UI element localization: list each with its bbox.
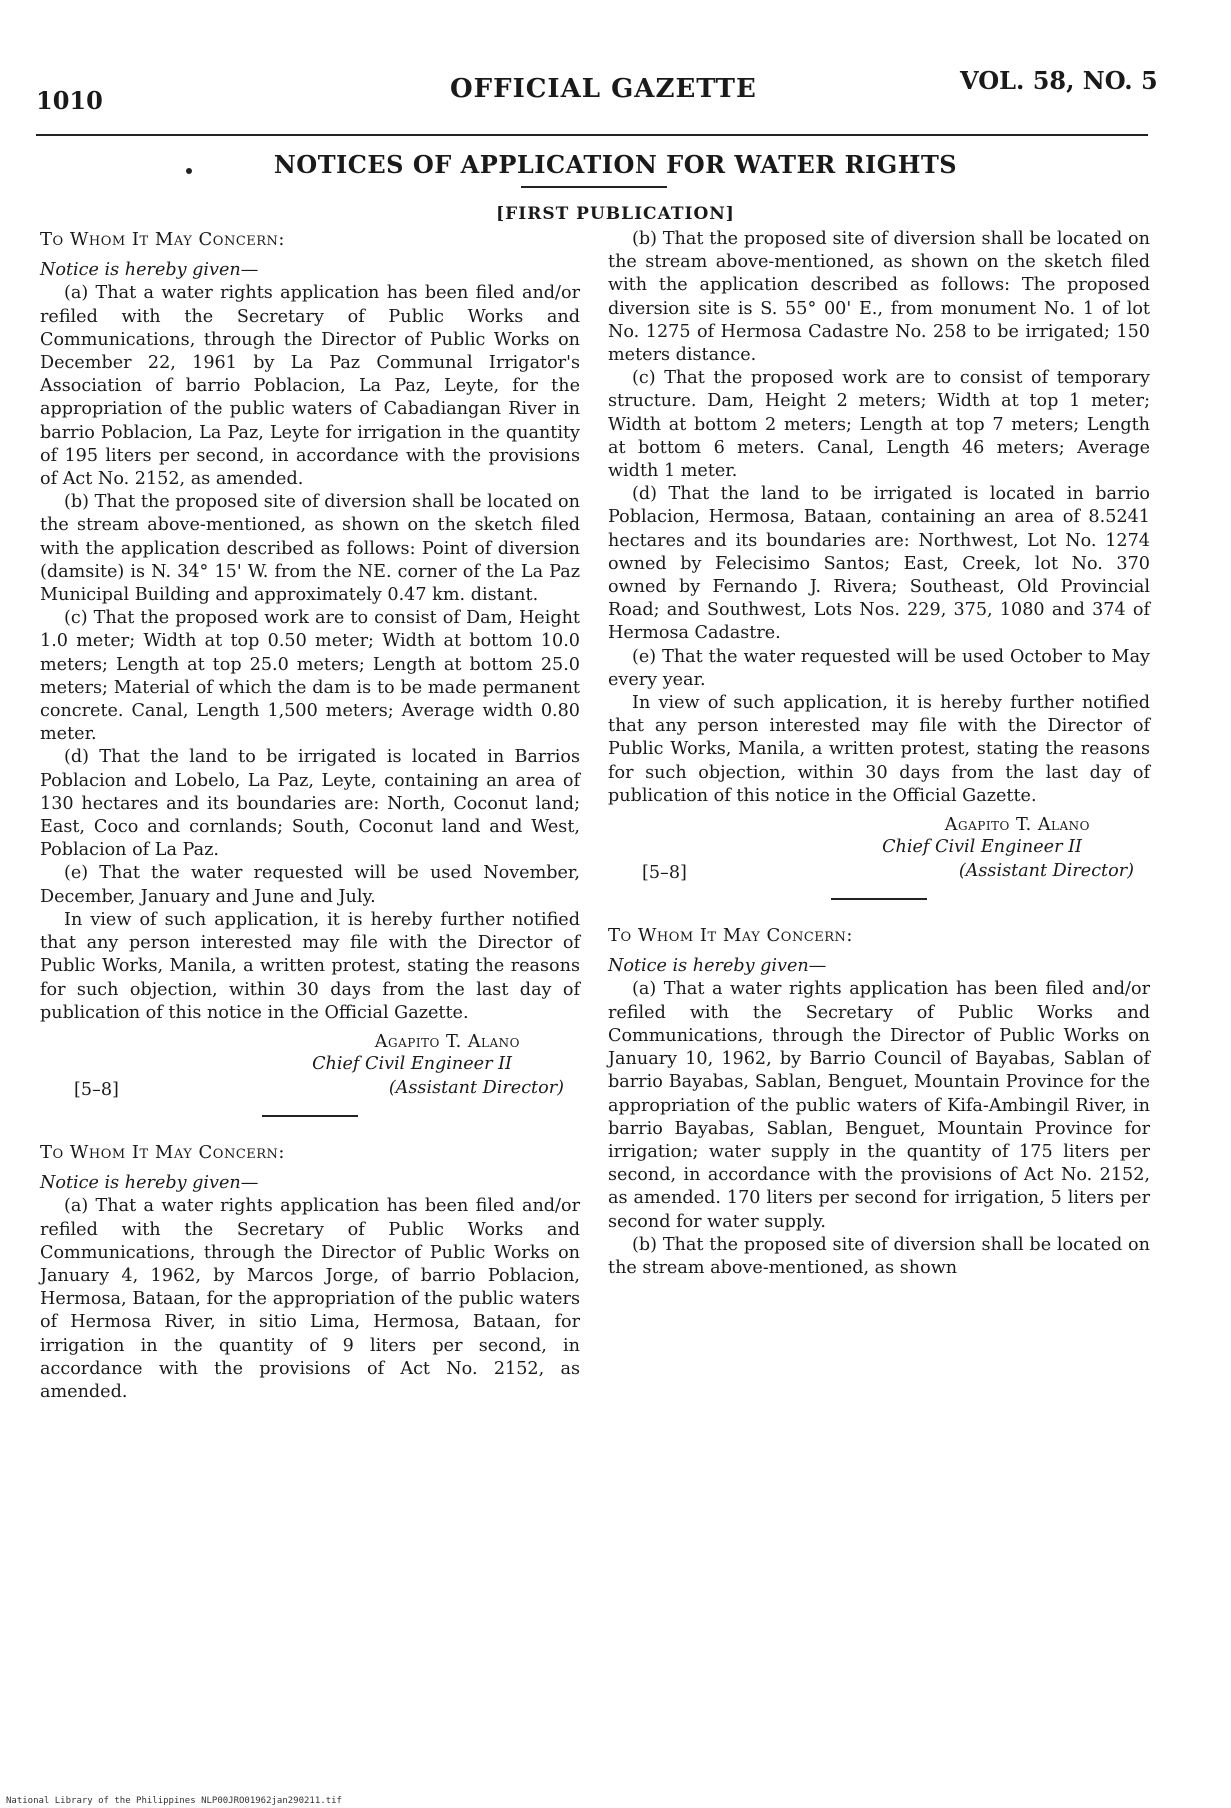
signatory-name: Agapito T. Alano [374, 1031, 520, 1052]
notice-paragraph-b: (b) That the proposed site of diversion shall be located on the stream above-mentioned, as shown on the sketch filed with the application described as follows: The proposed diversion site is S. 55° 00' E., from monument No. 1 of lot No. 1275 of Hermosa Cadastre No. 258 to be irrigated; 150 meters distance. [608, 229, 1150, 366]
right-column [608, 228, 1150, 1280]
notice-paragraph-e: (e) That the water requested will be used October to May every year. [608, 646, 1150, 690]
signatory-role: (Assistant Director) [958, 861, 1134, 882]
signature-block [608, 814, 1150, 888]
signatory-title: Chief Civil Engineer II [882, 837, 1082, 858]
notice-intro: Notice is hereby given— [40, 260, 259, 281]
left-column [40, 228, 580, 1404]
notice-3 [608, 924, 1150, 1280]
notice-paragraph-c: (c) That the proposed work are to consist of Dam, Height 1.0 meter; Width at top 0.50 meter; Width at bottom 10.0 meters; Length at top 25.0 meters; Length at bottom 25.0 meters; Material of which the dam is to be made permanent concrete. Canal, Length 1,500 meters; Average width 0.80 meter. [40, 608, 580, 745]
title-rule [521, 186, 667, 188]
page-number: 1010 [36, 86, 103, 115]
notice-paragraph-a: (a) That a water rights application has been filed and/or refiled with the Secretary of Public Works and Communications, through the Director of Public Works on January 4, 1962, by Marcos Jorge, of barrio Poblacion, Hermosa, Bataan, for the appropriation of the public waters of Hermosa River, in sitio Lima, Hermosa, Bataan, for irrigation in the quantity of 9 liters per second, in accordance with the provisions of Act No. 2152, as amended. [40, 1196, 580, 1402]
running-head: OFFICIAL GAZETTE [450, 74, 757, 104]
notice-1 [40, 228, 580, 1117]
notice-2 [40, 1141, 580, 1404]
notice-paragraph-b: (b) That the proposed site of diversion shall be located on the stream above-mentioned, as shown [608, 1234, 1150, 1278]
header-rule [36, 134, 1148, 136]
notice-intro: Notice is hereby given— [40, 1173, 259, 1194]
notice-paragraph-d: (d) That the land to be irrigated is located in Barrios Poblacion and Lobelo, La Paz, Leyte, containing an area of 130 hectares and its boundaries are: North, Coconut land; East, Coco and cornlands; South, Coconut land and West, Poblacion of La Paz. [40, 747, 580, 861]
signature-block [40, 1031, 580, 1105]
notice-paragraph-e: (e) That the water requested will be used November, December, January and June and July. [40, 863, 580, 907]
notice-protest-clause: In view of such application, it is hereby further notified that any person interested may file with the Director of Public Works, Manila, a written protest, stating the reasons for such objection, within 30 days from the last day of publication of this notice in the Official Gazette. [608, 693, 1150, 806]
notice-protest-clause: In view of such application, it is hereby further notified that any person interested may file with the Director of Public Works, Manila, a written protest, stating the reasons for such objection, within 30 days from the last day of publication of this notice in the Official Gazette. [40, 909, 580, 1023]
notice-separator [262, 1115, 358, 1117]
signatory-name: Agapito T. Alano [944, 815, 1090, 836]
notice-salutation: To Whom It May Concern: [40, 1141, 285, 1163]
volume-label: VOL. 58, NO. 5 [960, 66, 1158, 95]
publication-label: [FIRST PUBLICATION] [496, 204, 735, 224]
notice-paragraph-b: (b) That the proposed site of diversion shall be located on the stream above-mentioned, as shown on the sketch filed with the application described as follows: Point of diversion (damsite) is N. 34° 15' W. from the NE. corner of the La Paz Municipal Building and approximately 0.47 km. distant. [40, 492, 580, 606]
signatory-role: (Assistant Director) [388, 1077, 564, 1098]
notice-paragraph-a: (a) That a water rights application has been filed and/or refiled with the Secretary of Public Works and Communications, through the Director of Public Works on January 10, 1962, by Barrio Council of Bayabas, Sablan of barrio Bayabas, Sablan, Benguet, Mountain Province for the appropriation of the public waters of Kifa-Ambingil River, in barrio Bayabas, Sablan, Benguet, Mountain Province for irrigation; water supply in the quantity of 175 liters per second, in accordance with the provisions of Act No. 2152, as amended. 170 liters per second for irrigation, 5 liters per second for water supply. [608, 979, 1150, 1232]
issue-reference: [5–8] [642, 863, 687, 884]
section-title: NOTICES OF APPLICATION FOR WATER RIGHTS [273, 150, 958, 179]
notice-salutation: To Whom It May Concern: [40, 229, 285, 250]
notice-paragraph-a: (a) That a water rights application has been filed and/or refiled with the Secretary of Public Works and Communications, through the Director of Public Works on December 22, 1961 by La Paz Communal Irrigator's Association of barrio Poblacion, La Paz, Leyte, for the appropriation of the public waters of Cabadiangan River in barrio Poblacion, La Paz, Leyte for irrigation in the quantity of 195 liters per second, in accordance with the provisions of Act No. 2152, as amended. [40, 283, 580, 490]
notice-paragraph-c: (c) That the proposed work are to consist of temporary structure. Dam, Height 2 meters; Width at top 1 meter; Width at bottom 2 meters; Length at top 7 meters; Length at bottom 6 meters. Canal, Length 46 meters; Average width 1 meter. [608, 368, 1150, 482]
scan-footer: National Library of the Philippines NLP00JRO01962jan290211.tif [6, 1796, 342, 1806]
issue-reference: [5–8] [74, 1079, 119, 1100]
notice-2-continued [608, 228, 1150, 900]
signatory-title: Chief Civil Engineer II [312, 1053, 512, 1074]
notice-salutation: To Whom It May Concern: [608, 925, 853, 947]
notice-intro: Notice is hereby given— [608, 956, 827, 977]
notice-separator [831, 898, 927, 900]
notice-paragraph-d: (d) That the land to be irrigated is located in barrio Poblacion, Hermosa, Bataan, containing an area of 8.5241 hectares and its boundaries are: Northwest, Lot No. 1274 owned by Felecisimo Santos; East, Creek, lot No. 370 owned by Fernando J. Rivera; Southeast, Old Provincial Road; and Southwest, Lots Nos. 229, 375, 1080 and 374 of Hermosa Cadastre. [608, 484, 1150, 644]
